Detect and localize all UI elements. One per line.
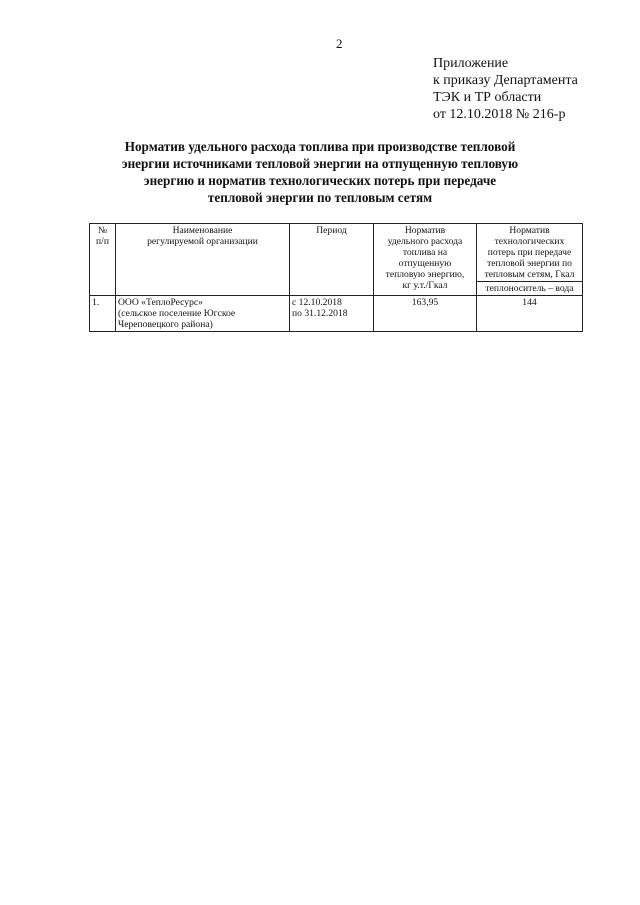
page-number: 2 <box>336 36 343 51</box>
row-fuel-norm: 163,95 <box>374 296 477 332</box>
appendix-line-1: Приложение <box>433 56 509 71</box>
header-fuel-norm: Норматив удельного расхода топлива на отпущенную тепловую энергию, кг у.т./Гкал <box>374 224 477 296</box>
appendix-line-4: от 12.10.2018 № 216-р <box>433 107 566 122</box>
title-line-2: энергии источниками тепловой энергии на отпущенную тепловую <box>121 156 519 171</box>
header-period: Период <box>290 224 374 296</box>
header-loss-coolant: теплоноситель – вода <box>485 283 574 294</box>
header-organization: Наименование регулируемой организации <box>116 224 290 296</box>
row-period: с 12.10.2018 по 31.12.2018 <box>290 296 374 332</box>
header-loss-norm: Норматив технологических потерь при передаче тепловой энергии по тепловым сетям, Гкал теплоноситель – вода <box>477 224 583 296</box>
table-header-row <box>90 224 583 296</box>
header-num: № п/п <box>90 224 116 296</box>
appendix-line-3: ТЭК и ТР области <box>433 90 542 105</box>
appendix-line-2: к приказу Департамента <box>433 73 578 88</box>
row-num: 1. <box>90 296 116 332</box>
norm-table <box>89 223 583 332</box>
appendix-block <box>433 55 578 123</box>
document-title <box>90 138 550 206</box>
row-loss-norm: 144 <box>477 296 583 332</box>
title-line-3: энергию и норматив технологических потерь при передаче <box>143 173 497 188</box>
title-line-4: тепловой энергии по тепловым сетям <box>207 190 433 205</box>
title-line-1: Норматив удельного расхода топлива при производстве тепловой <box>124 139 516 154</box>
table-row <box>90 296 583 332</box>
row-organization: ООО «ТеплоРесурс» (сельское поселение Югское Череповецкого района) <box>116 296 290 332</box>
